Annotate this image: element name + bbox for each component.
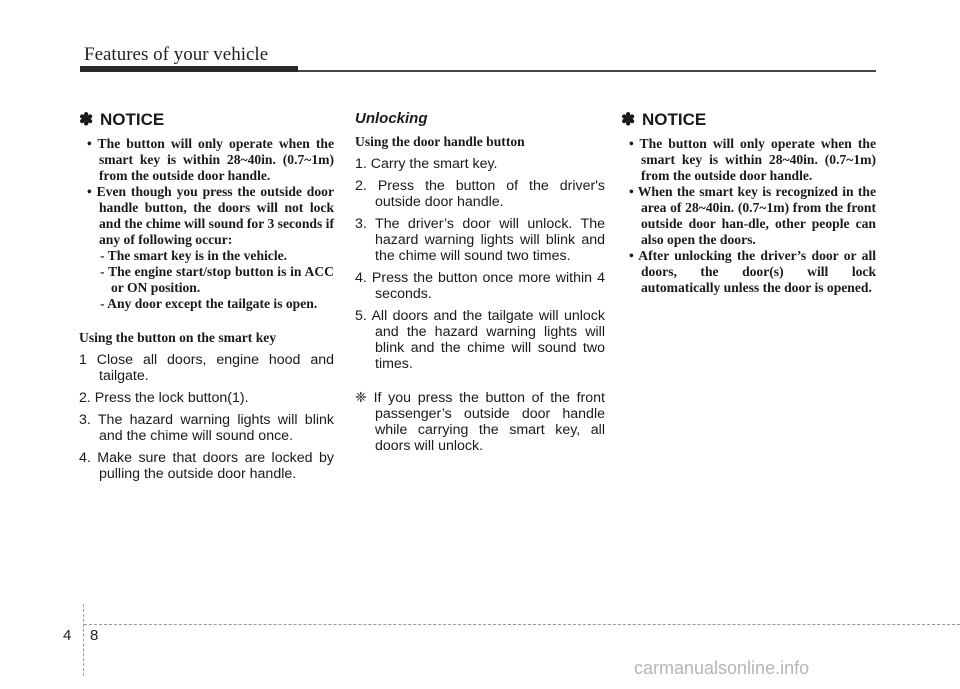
step-item: 4. Make sure that doors are locked by pulling the outside door handle. <box>79 450 334 482</box>
notice-bullet: • After unlocking the driver’s door or all doors, the door(s) will lock automatically unless the door is opened. <box>629 248 876 295</box>
unlocking-subtitle: Unlocking <box>355 110 428 127</box>
notice-subitem: - The smart key is in the vehicle. <box>100 248 288 263</box>
notice-bullet: • When the smart key is recognized in the area of 28~40in. (0.7~1m) from the front outside door han-dle, other people can also open the doors. <box>629 184 876 247</box>
watermark: carmanualsonline.info <box>634 658 810 678</box>
footer-divider <box>83 604 84 676</box>
header-bar <box>80 66 298 72</box>
notice-star-icon: ✽ <box>79 110 94 129</box>
notice-subitem: - Any door except the tailgate is open. <box>100 296 318 311</box>
page-section-number: 4 <box>63 627 72 644</box>
column-left <box>79 110 334 488</box>
column-middle <box>355 110 605 454</box>
notice-bullet: • The button will only operate when the smart key is within 28~40in. (0.7~1m) from the outside door handle. <box>629 136 876 183</box>
notice-subitem: - The engine start/stop button is in ACC or ON position. <box>100 264 334 295</box>
step-item: 1 Close all doors, engine hood and tailgate. <box>79 352 334 384</box>
step-item: 5. All doors and the tailgate will unlock and the hazard warning lights will blink and the chime will sound two times. <box>355 308 605 372</box>
notice-star-icon: ✽ <box>621 110 636 129</box>
page-header-title: Features of your vehicle <box>84 44 269 65</box>
page-number: 8 <box>90 627 99 644</box>
notice-title: NOTICE <box>641 110 707 129</box>
header-rule <box>298 70 876 72</box>
step-item: 2. Press the button of the driver's outside door handle. <box>355 178 605 210</box>
step-item: 1. Carry the smart key. <box>355 156 498 172</box>
notice-heading <box>79 110 334 130</box>
section-heading: Using the door handle button <box>355 134 525 149</box>
notice-heading <box>621 110 876 130</box>
column-right <box>621 110 876 296</box>
step-item: 3. The driver’s door will unlock. The hazard warning lights will blink and the chime will sound two times. <box>355 216 605 264</box>
info-note: ❈ If you press the button of the front passenger’s outside door handle while carrying the smart key, all doors will unlock. <box>355 390 605 454</box>
step-item: 3. The hazard warning lights will blink and the chime will sound once. <box>79 412 334 444</box>
step-item: 2. Press the lock button(1). <box>79 390 249 406</box>
notice-title: NOTICE <box>99 110 165 129</box>
section-heading: Using the button on the smart key <box>79 330 277 345</box>
notice-bullet: • The button will only operate when the smart key is within 28~40in. (0.7~1m) from the outside door handle. <box>87 136 334 183</box>
notice-bullet: • Even though you press the outside door handle button, the doors will not lock and the chime will sound for 3 seconds if any of following occur: <box>87 184 334 247</box>
step-item: 4. Press the button once more within 4 seconds. <box>355 270 605 302</box>
footer-rule <box>84 624 960 625</box>
